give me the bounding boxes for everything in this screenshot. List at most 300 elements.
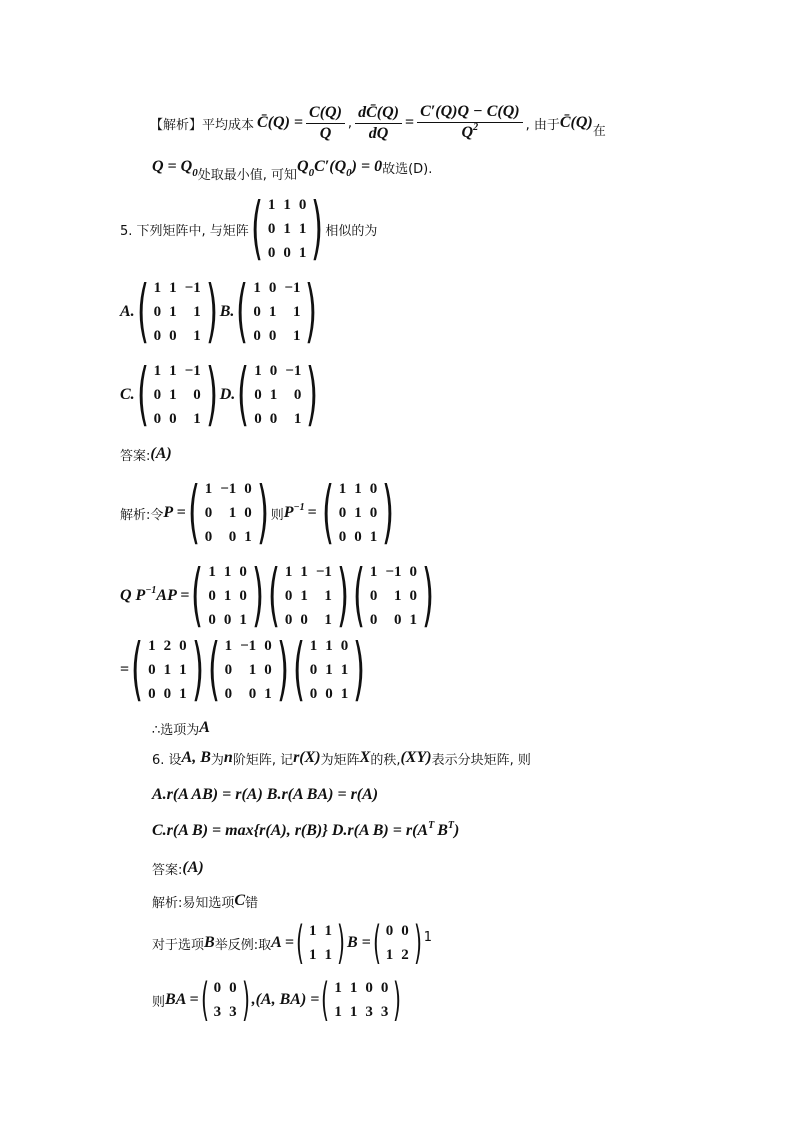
matrix-cell: 0 [153, 328, 162, 344]
matrix-cell: −1 [240, 638, 257, 654]
para2-q [152, 158, 198, 179]
matrix-cell: 0 [208, 588, 216, 604]
matrix-cell: 1 [324, 612, 332, 628]
matrix-cell: 3 [229, 1004, 237, 1020]
q6-optD-sup2: T [447, 820, 454, 831]
matrix-cell: 0 [153, 304, 162, 320]
q6-stem [152, 746, 531, 770]
q6-answer [152, 857, 204, 879]
matrix-cell: 0 [268, 280, 277, 296]
matrix-cell: 0 [264, 638, 272, 654]
matrix-grid [221, 634, 276, 706]
matrix-cell: −1 [284, 280, 301, 296]
matrix-left-paren: ( [136, 271, 149, 351]
matrix-cell: −1 [315, 564, 332, 580]
q5-pinv-sup: −1 [293, 502, 305, 513]
matrix-cell: 1 [338, 481, 347, 497]
matrix-cell: 0 [204, 529, 213, 545]
matrix-right-paren: ) [306, 354, 319, 434]
q6-stem-c: 阶矩阵, 记 [232, 752, 294, 768]
para2-expr-c: ) = 0 [351, 158, 383, 175]
matrix-right-paren: ) [205, 271, 218, 351]
matrix-left-paren: ( [250, 188, 263, 268]
fraction-derivative-expanded [417, 102, 523, 145]
matrix-cell: 1 [292, 328, 301, 344]
matrix-cell: 0 [393, 612, 402, 628]
matrix-cell: 1 [298, 221, 307, 237]
q5-conclusion-text: ∴选项为 [152, 722, 200, 738]
q5-optA-label: A. [120, 303, 135, 320]
matrix-cell: 0 [148, 662, 156, 678]
matrix-cell: 1 [193, 328, 201, 344]
matrix-cell: 0 [244, 481, 252, 497]
matrix-cell: 1 [153, 363, 162, 379]
q6-stem-f: 表示分块矩阵, 则 [431, 752, 531, 768]
matrix-cell: 0 [293, 387, 302, 403]
q5-stem [120, 188, 378, 268]
q6-optA: A.r(A AB) = r(A) [152, 786, 263, 803]
matrix-cell: 0 [213, 980, 222, 996]
q6-sep: , [251, 991, 256, 1008]
para2-expr-b-sub: 0 [346, 167, 352, 179]
matrix-cell: 0 [254, 411, 262, 427]
matrix-left-paren: ( [187, 472, 200, 552]
q6-sol-c: C [234, 892, 246, 909]
matrix-cell: −1 [220, 481, 237, 497]
matrix-cell: 1 [385, 947, 394, 963]
matrix-cell: 1 [169, 363, 177, 379]
matrix-cell: 0 [169, 411, 177, 427]
q6-aba-matrix [320, 973, 402, 1027]
q6-optC: C.r(A B) = max{r(A), r(B)} [152, 822, 328, 839]
matrix-cell: 1 [340, 662, 349, 678]
q5-stem-text-b: 相似的为 [325, 223, 378, 239]
matrix-cell: 1 [293, 411, 302, 427]
frac3-den-sup: 2 [473, 121, 479, 133]
matrix-cell: 0 [239, 564, 247, 580]
matrix-cell: 0 [269, 411, 278, 427]
matrix-cell: 0 [369, 481, 378, 497]
matrix-cell: 0 [153, 411, 162, 427]
matrix-cell: 1 [325, 662, 333, 678]
q5-optB-label: B. [219, 303, 235, 320]
q5-answer-value: (A) [150, 445, 172, 462]
matrix-left-paren: ( [321, 973, 330, 1027]
para1-sep: , [347, 115, 353, 131]
matrix-cell: 3 [213, 1004, 222, 1020]
frac1-num: C(Q) [306, 103, 345, 124]
q5-line3-sup: −1 [145, 585, 157, 596]
matrix-left-paren: ( [237, 354, 250, 434]
para1-text2: , 由于 [525, 117, 560, 133]
q6-ba [152, 975, 403, 1025]
matrix-cell: 1 [267, 197, 276, 213]
para2-q-base: Q = Q [152, 158, 193, 175]
q6-a-matrix [295, 916, 346, 970]
matrix-cell: 1 [269, 387, 278, 403]
matrix-cell: 0 [369, 505, 378, 521]
matrix-cell: 1 [179, 686, 187, 702]
q5-optB-matrix [235, 271, 318, 351]
matrix-cell: 0 [365, 980, 373, 996]
matrix-cell: 0 [204, 505, 213, 521]
matrix-cell: 0 [385, 923, 394, 939]
q6-ab: A, B [181, 749, 211, 766]
q5-optC-matrix [136, 354, 219, 434]
matrix-cell: 0 [179, 638, 187, 654]
matrix-right-paren: ) [421, 555, 434, 635]
matrix-cell: 1 [325, 638, 333, 654]
fraction-avg-cost [306, 103, 345, 144]
q6-cx-b: B [204, 934, 215, 951]
para2-expr-a-sub: 0 [308, 167, 315, 179]
matrix-grid [366, 560, 421, 632]
matrix-cell: 1 [283, 221, 291, 237]
matrix-cell: 0 [309, 686, 318, 702]
q5-line3-a: Q P [120, 587, 146, 604]
q5-m6 [292, 629, 367, 709]
q5-conclusion-value: A [199, 719, 210, 736]
matrix-cell: 0 [267, 221, 276, 237]
frac3-den [462, 123, 479, 145]
q5-solution-p [120, 472, 396, 552]
matrix-grid [150, 276, 205, 348]
matrix-cell: 1 [264, 686, 272, 702]
matrix-cell: 0 [153, 387, 162, 403]
para1-avg-cost: C̄(Q) = [257, 114, 304, 131]
matrix-cell: 0 [163, 686, 172, 702]
matrix-cell: 0 [229, 980, 237, 996]
q5-line3-b: AP = [156, 587, 190, 604]
matrix-grid [335, 477, 382, 549]
q6-x: X [359, 749, 371, 766]
para1-tag: 【解析】 [150, 117, 203, 133]
matrix-cell: −1 [285, 363, 302, 379]
matrix-cell: 1 [334, 1004, 342, 1020]
para2-expr [297, 158, 383, 179]
matrix-cell: 0 [268, 328, 277, 344]
matrix-cell: 1 [239, 612, 247, 628]
matrix-cell: 0 [409, 564, 417, 580]
matrix-grid [210, 976, 241, 1024]
q6-optD-a: D.r(A B) = r(A [331, 822, 429, 839]
matrix-cell: 2 [401, 947, 409, 963]
matrix-left-paren: ( [207, 629, 220, 709]
matrix-left-paren: ( [200, 973, 209, 1027]
matrix-cell: 0 [284, 612, 293, 628]
q5-m1 [190, 555, 265, 635]
matrix-cell: 1 [268, 304, 277, 320]
matrix-cell: 1 [300, 588, 308, 604]
matrix-right-paren: ) [305, 271, 318, 351]
matrix-grid [306, 634, 353, 706]
matrix-right-paren: ) [241, 973, 250, 1027]
matrix-cell: 0 [224, 686, 233, 702]
q6-optB: B.r(A BA) = r(A) [266, 786, 379, 803]
q6-sol-a: 解析:易知选项 [152, 895, 235, 911]
matrix-cell: 3 [365, 1004, 373, 1020]
matrix-cell: 0 [309, 662, 318, 678]
fraction-derivative [355, 103, 402, 144]
matrix-cell: 1 [349, 1004, 358, 1020]
q5-pinv [284, 504, 305, 522]
q5-pinv-eq: = [307, 504, 317, 521]
matrix-right-paren: ) [353, 629, 366, 709]
para1-eq: = [404, 114, 415, 131]
matrix-cell: 1 [409, 612, 417, 628]
matrix-cell: 1 [163, 662, 172, 678]
q5-pinv-base: P [283, 504, 294, 521]
matrix-cell: 0 [380, 980, 389, 996]
matrix-cell: 1 [223, 588, 232, 604]
q6-optD-c: ) [453, 822, 460, 839]
q5-m2 [267, 555, 350, 635]
matrix-cell: 3 [380, 1004, 389, 1020]
matrix-cell: 1 [208, 564, 216, 580]
matrix-cell: 1 [298, 245, 307, 261]
q6-xy: (XY) [400, 749, 432, 766]
q5-solution-product [120, 555, 436, 635]
q6-rx: r(X) [293, 749, 321, 766]
q6-ba-matrix [200, 973, 251, 1027]
matrix-cell: 1 [153, 280, 162, 296]
frac1-den: Q [319, 124, 332, 142]
matrix-cell: 1 [308, 923, 317, 939]
matrix-cell: 0 [409, 588, 417, 604]
matrix-cell: 0 [325, 686, 333, 702]
matrix-cell: 1 [193, 304, 201, 320]
q5-optC-label: C. [120, 386, 135, 403]
matrix-cell: 0 [148, 686, 156, 702]
matrix-cell: 1 [169, 280, 177, 296]
q6-cx-a: 对于选项 [152, 937, 205, 953]
matrix-left-paren: ( [295, 916, 304, 970]
matrix-cell: 0 [228, 529, 237, 545]
matrix-right-paren: ) [191, 629, 204, 709]
q6-aba-eq: (A, BA) = [255, 991, 320, 1008]
matrix-grid [144, 634, 191, 706]
matrix-grid [382, 919, 413, 967]
para2-line [152, 155, 433, 183]
matrix-cell: 0 [224, 662, 233, 678]
matrix-cell: 1 [340, 686, 349, 702]
matrix-left-paren: ( [352, 555, 365, 635]
q6-n: n [223, 749, 233, 766]
matrix-left-paren: ( [321, 472, 334, 552]
q5-line4-eq: = [120, 661, 130, 678]
matrix-cell: 0 [193, 387, 201, 403]
q6-counterexample [152, 918, 432, 968]
q5-m5 [207, 629, 290, 709]
matrix-cell: 0 [369, 612, 378, 628]
q6-stem-a: 6. 设 [152, 752, 182, 768]
para2-expr-b: C′(Q [314, 158, 347, 175]
matrix-right-paren: ) [336, 555, 349, 635]
matrix-cell: 1 [369, 529, 378, 545]
matrix-left-paren: ( [131, 629, 144, 709]
matrix-right-paren: ) [382, 472, 395, 552]
matrix-cell: 0 [253, 304, 261, 320]
q5-conclusion [152, 717, 210, 739]
matrix-left-paren: ( [236, 271, 249, 351]
matrix-cell: 1 [253, 280, 261, 296]
matrix-cell: 0 [248, 686, 257, 702]
matrix-cell: 2 [163, 638, 172, 654]
matrix-cell: 1 [292, 304, 301, 320]
q6-solution [152, 890, 258, 912]
q6-stem-d: 为矩阵 [320, 752, 360, 768]
matrix-right-paren: ) [276, 629, 289, 709]
q5-p-matrix [187, 472, 270, 552]
para1-line [150, 98, 606, 148]
matrix-cell: 0 [284, 588, 293, 604]
matrix-cell: 1 [169, 304, 177, 320]
matrix-left-paren: ( [136, 354, 149, 434]
q6-cx-c: 举反例:取 [214, 937, 272, 953]
q5-answer-label: 答案: [120, 448, 151, 464]
matrix-left-paren: ( [372, 916, 381, 970]
matrix-cell: 1 [193, 411, 201, 427]
matrix-cell: 1 [169, 387, 177, 403]
matrix-cell: 0 [244, 505, 252, 521]
q6-answer-value: (A) [182, 859, 204, 876]
matrix-cell: 1 [283, 197, 291, 213]
matrix-right-paren: ) [311, 188, 324, 268]
q6-answer-label: 答案: [152, 862, 183, 878]
matrix-cell: 0 [169, 328, 177, 344]
q6-stem-e: 的秩, [370, 752, 401, 768]
matrix-cell: 1 [324, 923, 332, 939]
q5-optD-matrix [236, 354, 319, 434]
matrix-cell: 1 [334, 980, 342, 996]
frac2-den: dQ [368, 124, 389, 142]
matrix-cell: 0 [254, 387, 262, 403]
para2-q-sub: 0 [192, 167, 198, 179]
matrix-right-paren: ) [251, 555, 264, 635]
q6-options-ab [152, 783, 378, 807]
matrix-cell: 0 [253, 328, 261, 344]
q5-solution-result [120, 629, 367, 709]
q5-p-eq: P = [163, 504, 186, 521]
matrix-grid [250, 359, 305, 431]
q6-trail: 1 [423, 929, 433, 945]
matrix-cell: 0 [401, 923, 409, 939]
q5-sol-label: 解析:令 [120, 507, 164, 523]
matrix-cell: 1 [354, 505, 362, 521]
q5-line3 [120, 587, 189, 605]
frac2-num: dC̄(Q) [355, 103, 402, 124]
q5-m3 [352, 555, 435, 635]
q6-b-eq: B = [346, 934, 371, 951]
matrix-left-paren: ( [292, 629, 305, 709]
q6-stem-b: 为 [210, 752, 224, 768]
matrix-cell: 1 [224, 638, 233, 654]
matrix-right-paren: ) [413, 916, 422, 970]
matrix-left-paren: ( [267, 555, 280, 635]
para2-text1: 处取最小值, 可知 [197, 167, 297, 183]
q6-ba-eq: BA = [165, 991, 199, 1008]
matrix-cell: 1 [228, 505, 237, 521]
q6-optD-sup1: T [428, 820, 435, 831]
matrix-cell: 1 [248, 662, 257, 678]
matrix-cell: 0 [208, 612, 216, 628]
matrix-left-paren: ( [191, 555, 204, 635]
matrix-cell: 1 [309, 638, 318, 654]
frac3-num: C′(Q)Q − C(Q) [417, 102, 523, 123]
matrix-cell: 1 [223, 564, 232, 580]
q5-optD-label: D. [219, 386, 236, 403]
matrix-cell: 0 [223, 612, 232, 628]
matrix-cell: 0 [300, 612, 308, 628]
matrix-cell: 1 [204, 481, 213, 497]
matrix-cell: 1 [254, 363, 262, 379]
q5-optA-matrix [136, 271, 219, 351]
matrix-grid [330, 976, 392, 1024]
matrix-right-paren: ) [205, 354, 218, 434]
matrix-grid [264, 193, 311, 265]
matrix-cell: 1 [179, 662, 187, 678]
matrix-grid [281, 560, 336, 632]
matrix-cell: 1 [308, 947, 317, 963]
matrix-cell: 0 [369, 588, 378, 604]
matrix-cell: 1 [349, 980, 358, 996]
q5-then: 则 [270, 507, 284, 523]
q5-answer [120, 443, 172, 465]
matrix-cell: 0 [354, 529, 362, 545]
matrix-cell: 0 [239, 588, 247, 604]
q5-stem-matrix [250, 188, 325, 268]
matrix-cell: 0 [338, 505, 347, 521]
matrix-grid [204, 560, 251, 632]
matrix-cell: 1 [369, 564, 378, 580]
matrix-grid [150, 359, 205, 431]
matrix-right-paren: ) [336, 916, 345, 970]
matrix-cell: −1 [184, 280, 201, 296]
q6-options-cd [152, 818, 459, 844]
matrix-cell: 0 [283, 245, 291, 261]
matrix-cell: 1 [354, 481, 362, 497]
matrix-cell: 1 [324, 947, 332, 963]
q6-then: 则 [152, 994, 166, 1010]
q5-stem-text-a: 5. 下列矩阵中, 与矩阵 [120, 223, 249, 239]
matrix-cell: 1 [244, 529, 252, 545]
para2-text2: 故选(D). [382, 161, 433, 177]
q6-optD [332, 822, 459, 840]
matrix-cell: 0 [340, 638, 349, 654]
matrix-cell: 0 [298, 197, 307, 213]
matrix-cell: 1 [148, 638, 156, 654]
matrix-cell: 0 [267, 245, 276, 261]
matrix-cell: 0 [269, 363, 278, 379]
matrix-cell: −1 [184, 363, 201, 379]
para1-text1: 平均成本 [202, 117, 255, 133]
para2-expr-a: Q [297, 158, 309, 175]
matrix-grid [201, 477, 256, 549]
matrix-cell: 1 [300, 564, 308, 580]
q5-options-ab [120, 271, 319, 351]
q6-a-eq: A = [271, 934, 294, 951]
matrix-grid [249, 276, 304, 348]
matrix-cell: 1 [324, 588, 332, 604]
q6-sol-b: 错 [245, 895, 259, 911]
q5-m4 [130, 629, 205, 709]
q5-options-cd [120, 354, 320, 434]
matrix-cell: 1 [393, 588, 402, 604]
para1-text3: 在 [592, 123, 606, 139]
q5-pinv-matrix [321, 472, 396, 552]
frac3-den-base: Q [461, 123, 474, 141]
matrix-right-paren: ) [393, 973, 402, 1027]
